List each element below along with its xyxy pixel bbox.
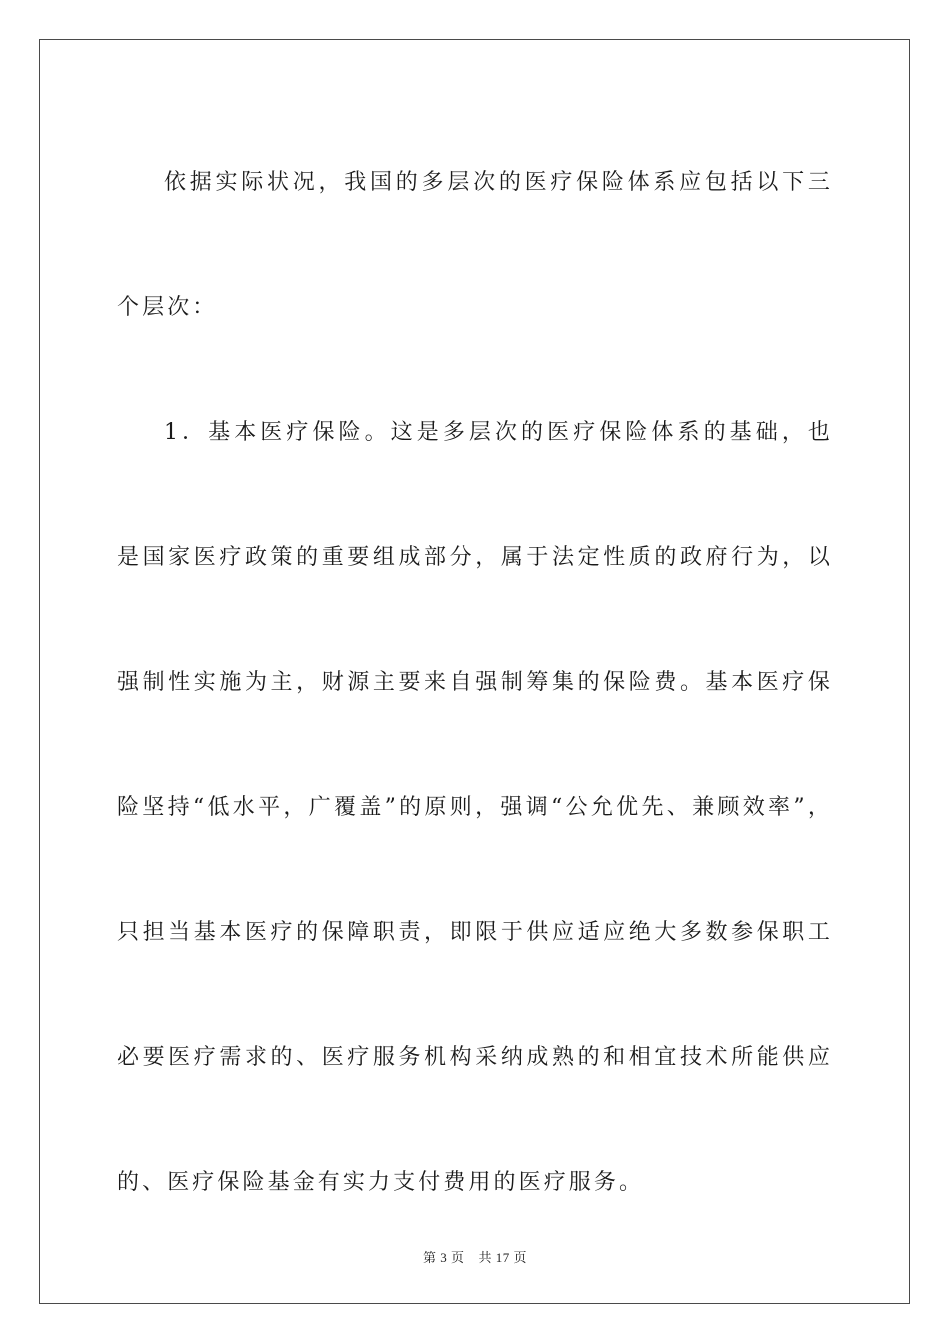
page-footer <box>0 1247 950 1266</box>
page-total: 共 17 页 <box>478 1250 528 1265</box>
paragraph-intro: 依据实际状况，我国的多层次的医疗保险体系应包括以下三个层次： <box>117 170 833 320</box>
paragraph-basic-insurance: 1．基本医疗保险。这是多层次的医疗保险体系的基础，也是国家医疗政策的重要组成部分，属于法定性质的政府行为，以强制性实施为主，财源主要来自强制筹集的保险费。基本医疗保险坚持“低水平，广覆盖”的原则，强调“公允优先、兼顾效率”，只担当基本医疗的保障职责，即限于供应适应绝大多数参保职工必要医疗需求的、医疗服务机构采纳成熟的和相宜技术所能供应的、医疗保险基金有实力支付费用的医疗服务。 <box>117 420 833 1195</box>
page-number: 第 3 页 <box>422 1250 465 1265</box>
document-body <box>117 120 833 1245</box>
